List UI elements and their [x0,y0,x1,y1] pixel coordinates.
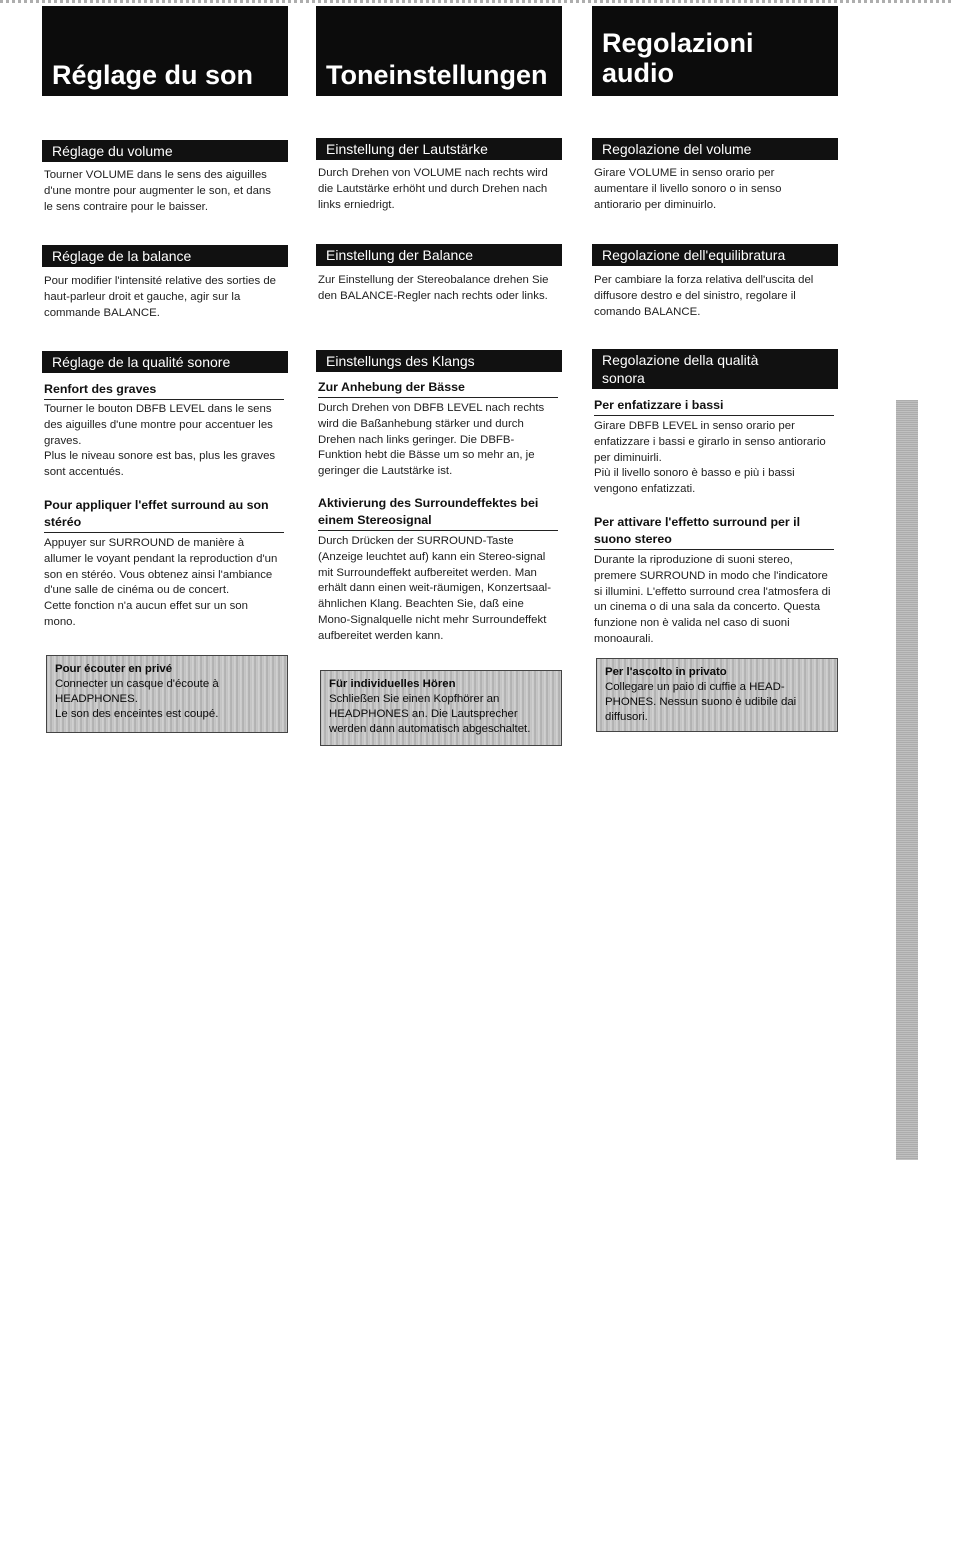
subheading-bass-italian: Per enfatizzare i bassi [594,397,834,416]
text-balance-french: Pour modifier l'intensité relative des sorties de haut-parleur droit et gauche, agir sur la commande BALANCE. [44,275,276,319]
subheading-surround-italian: Per attivare l'effetto surround per il suono stereo [594,514,834,550]
heading-quality-italian [592,349,838,389]
heading-volume-german: Einstellung der Lautstärke [316,138,562,160]
text-bass-italian: Girare DBFB LEVEL in senso orario per enfatizzare i bassi e girarlo in senso antiorario per diminuirli. Più il livello sonoro è basso e più i bassi vengono enfatizzati. [594,420,826,496]
note-box-italian [596,658,838,732]
subheading-surround-german: Aktivierung des Surroundeffektes bei einem Stereosignal [318,495,558,531]
note-title-italian: Per l'ascolto in privato [605,666,727,678]
page-title-italian-line2: audio [602,58,674,88]
heading-quality-italian-line1: Regolazione della qualità [602,352,759,368]
text-bass-french: Tourner le bouton DBFB LEVEL dans le sens des aiguilles d'une montre pour accentuer les graves. Plus le niveau sonore est bas, plus les graves sont accentués. [44,403,276,479]
note-text1-french: Connecter un casque d'écoute à HEADPHONES. [55,678,219,705]
page-title-italian-line1: Regolazioni [602,28,754,58]
note-title-german: Für individuelles Hören [329,678,456,690]
heading-quality-french: Réglage de la qualité sonore [42,351,288,373]
heading-volume-italian: Regolazione del volume [592,138,838,160]
text-surround-french: Appuyer sur SURROUND de manière à allumer le voyant pendant la reproduction d'un son en stéréo. Vous obtenez ainsi l'ambiance d'une salle de cinéma ou de concert. Cette fonction n'a aucun effet sur un son mono. [44,537,278,628]
page-title-italian [592,6,838,96]
note-text-italian: Collegare un paio di cuffie a HEAD-PHONES. Nessun suono è udibile dai diffusori. [605,681,797,723]
text-surround-german: Durch Drücken der SURROUND-Taste (Anzeige leuchtet auf) kann ein Stereo-signal mit Surroundeffekt aufbereitet werden. Man erhält dann einen weit-räumigen, Konzertsaal-ähnlichen Klang. Beachten Sie, daß eine Mono-Signalquelle nicht mehr Surroundeffekt aufbereitet werden kann. [318,535,552,642]
subheading-surround-french: Pour appliquer l'effet surround au son stéréo [44,497,284,533]
text-surround-italian: Durante la riproduzione di suoni stereo, premere SURROUND in modo che l'indicatore si illumini. L'effetto surround crea l'atmosfera di un cinema o di una sala da concerto. Questa funzione non è valida nel caso di suoni monoaurali. [594,554,831,645]
scan-edge-shadow [896,400,918,1160]
page-title-german: Toneinstellungen [316,6,562,96]
page-title-french: Réglage du son [42,6,288,96]
note-box-german [320,670,562,746]
note-text2-french: Le son des enceintes est coupé. [55,708,219,720]
text-volume-german: Durch Drehen von VOLUME nach rechts wird die Lautstärke erhöht und durch Drehen nach links erniedrigt. [318,167,548,211]
text-balance-german: Zur Einstellung der Stereobalance drehen Sie den BALANCE-Regler nach rechts oder links. [318,274,549,302]
heading-volume-french: Réglage du volume [42,140,288,162]
heading-balance-french: Réglage de la balance [42,245,288,267]
heading-quality-german: Einstellungs des Klangs [316,350,562,372]
note-text-german: Schließen Sie einen Kopfhörer an HEADPHONES an. Die Lautsprecher werden dann automatisch abgeschaltet. [329,693,531,735]
subheading-bass-german: Zur Anhebung der Bässe [318,379,558,398]
heading-quality-italian-line2: sonora [602,370,645,386]
note-box-french [46,655,288,733]
text-volume-french: Tourner VOLUME dans le sens des aiguilles d'une montre pour augmenter le son, et dans le sens contraire pour le baisser. [44,169,271,213]
text-bass-german: Durch Drehen von DBFB LEVEL nach rechts wird die Baßanhebung stärker und durch Drehen nach links geringer. Die DBFB-Funktion hebt die Bässe um so mehr an, je geringer die Lautstärke ist. [318,402,545,478]
text-balance-italian: Per cambiare la forza relativa dell'uscita del diffusore destro e del sinistro, regolare il comando BALANCE. [594,274,814,318]
heading-balance-german: Einstellung der Balance [316,244,562,266]
top-edge-line [0,0,954,3]
note-title-french: Pour écouter en privé [55,663,173,675]
text-volume-italian: Girare VOLUME in senso orario per aumentare il livello sonoro o in senso antiorario per diminuirlo. [594,167,782,211]
subheading-bass-french: Renfort des graves [44,381,284,400]
heading-balance-italian: Regolazione dell'equilibratura [592,244,838,266]
